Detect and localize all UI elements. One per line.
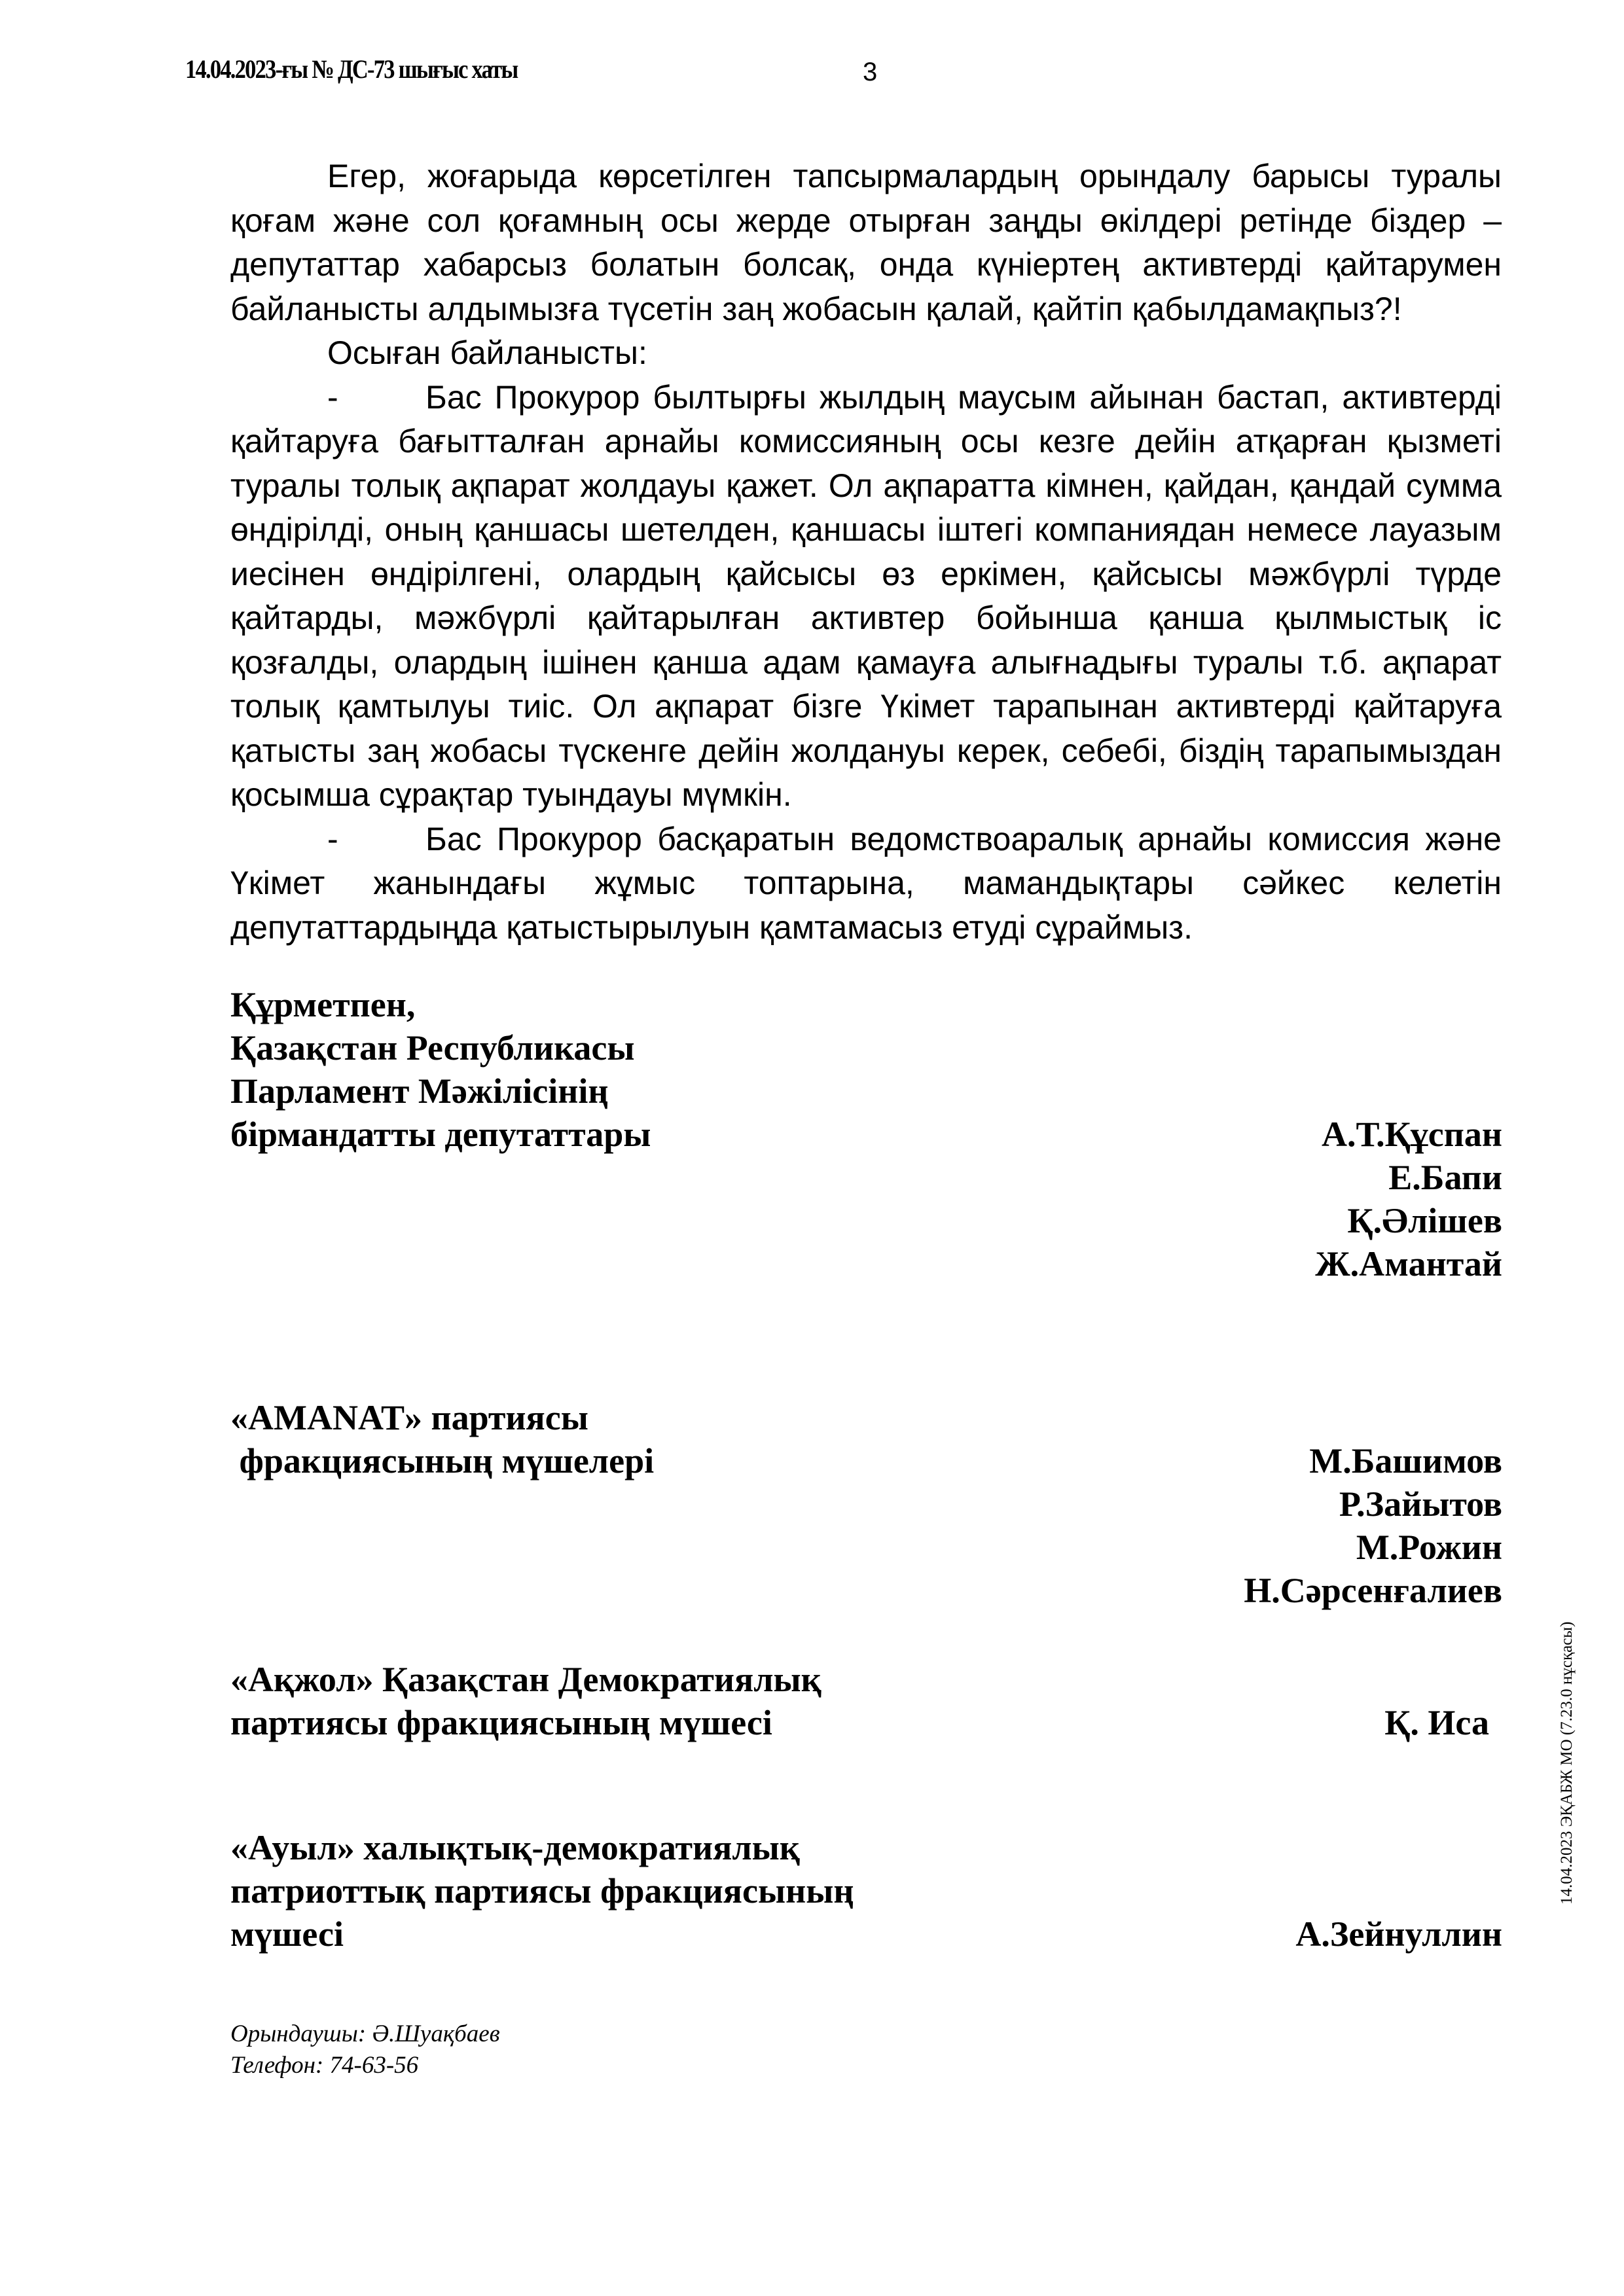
signature-group-3-title xyxy=(230,1658,821,1744)
request-item-2 xyxy=(230,817,1502,950)
signature-line: Құрметпен, xyxy=(230,985,416,1024)
letter-body xyxy=(230,154,1502,950)
signature-group-1-names xyxy=(1315,1113,1502,1285)
bullet-dash: - xyxy=(327,378,338,416)
signature-group-4-title xyxy=(230,1826,854,1956)
signature-group-4-names xyxy=(1295,1912,1502,1956)
paragraph-intro: Егер, жоғарыда көрсетілген тапсырмалардың орындалу барысы туралы қоғам және сол қоғамның осы жерде отырған заңды өкілдері ретінде біздер – депутаттар хабарсыз болатын болсақ, онда күніертең активтерді қайтарумен байланысты алдымызға түсетін заң жобасын қалай, қайтіп қабылдамақпыз?! xyxy=(230,158,1502,327)
bullet-dash: - xyxy=(327,820,338,857)
signature-group-2-names xyxy=(1244,1439,1502,1612)
signature-line: Парламент Мәжілісінің xyxy=(230,1071,609,1111)
signature-line: фракциясының мүшелері xyxy=(230,1441,655,1480)
signature-line: «Ауыл» халықтық-демократиялық xyxy=(230,1828,800,1867)
signatory-name: Н.Сәрсенғалиев xyxy=(1244,1571,1502,1610)
signature-line: мүшесі xyxy=(230,1914,344,1954)
signatory-name: Қ. Иса xyxy=(1384,1703,1489,1742)
system-registration-stamp: 14.04.2023 ЭҚАБЖ МО (7.23.0 нұсқасы) xyxy=(1558,1621,1576,1905)
signature-line: «Ақжол» Қазақстан Демократиялық xyxy=(230,1660,821,1699)
signature-line: бірмандатты депутаттары xyxy=(230,1115,651,1154)
signatory-name: Ж.Амантай xyxy=(1315,1244,1502,1283)
request-item-2-text: Бас Прокурор басқаратын ведомствоаралық арнайы комиссия және Үкімет жанындағы жұмыс топтарына, мамандықтары сәйкес келетін депутаттардыңда қатыстырылуын қамтамасыз етуді сұраймыз. xyxy=(230,820,1502,946)
signatory-name: А.Т.Құспан xyxy=(1322,1115,1502,1154)
signatory-name: Е.Бапи xyxy=(1388,1158,1502,1197)
outgoing-letter-reference: 14.04.2023-ғы № ДС-73 шығыс хаты xyxy=(185,54,518,84)
signature-group-3-names xyxy=(1384,1701,1489,1744)
signatory-name: Р.Зайытов xyxy=(1339,1484,1502,1524)
executor-info xyxy=(230,2018,500,2081)
signatory-name: М.Рожин xyxy=(1356,1528,1502,1567)
paragraph-connection: Осыған байланысты: xyxy=(327,334,647,371)
signatory-name: Қ.Әлішев xyxy=(1347,1201,1502,1240)
request-item-1 xyxy=(230,376,1502,817)
executor-name: Орындаушы: Ә.Шуақбаев xyxy=(230,2020,500,2047)
signature-line: партиясы фракциясының мүшесі xyxy=(230,1703,772,1742)
request-item-1-text: Бас Прокурор былтырғы жылдың маусым айынан бастап, активтерді қайтаруға бағытталған арнайы комиссияның осы кезге дейін атқарған қызметі туралы толық ақпарат жолдауы қажет. Ол ақпаратта кімнен, қайдан, қандай сумма өндірілді, оның қаншасы шетелден, қаншасы іштегі компаниядан немесе лауазым иесінен өндірілгені, олардың қайсысы өз еркімен, қайсысы мәжбүрлі түрде қайтарды, мәжбүрлі қайтарылған активтер бойынша қанша қылмыстық іс қозғалды, олардың ішінен қанша адам қамауға алығнадығы туралы т.б. ақпарат толық қамтылуы тиіс. Ол ақпарат бізге Үкімет тарапынан активтерді қайтаруға қатысты заң жобасы түскенге дейін жолдануы керек, себебі, біздің тарапымыздан қосымша сұрақтар туындауы мүмкін. xyxy=(230,378,1502,813)
signatory-name: М.Башимов xyxy=(1309,1441,1502,1480)
signature-line: «AMANAT» партиясы xyxy=(230,1398,588,1437)
signature-group-2-title xyxy=(230,1396,654,1482)
executor-phone: Телефон: 74-63-56 xyxy=(230,2052,419,2079)
page-number: 3 xyxy=(863,58,878,86)
signature-line: Қазақстан Республикасы xyxy=(230,1028,635,1067)
signature-line: патриоттық партиясы фракциясының xyxy=(230,1871,854,1910)
signatory-name: А.Зейнуллин xyxy=(1295,1914,1502,1954)
signature-group-1-title xyxy=(230,983,651,1156)
